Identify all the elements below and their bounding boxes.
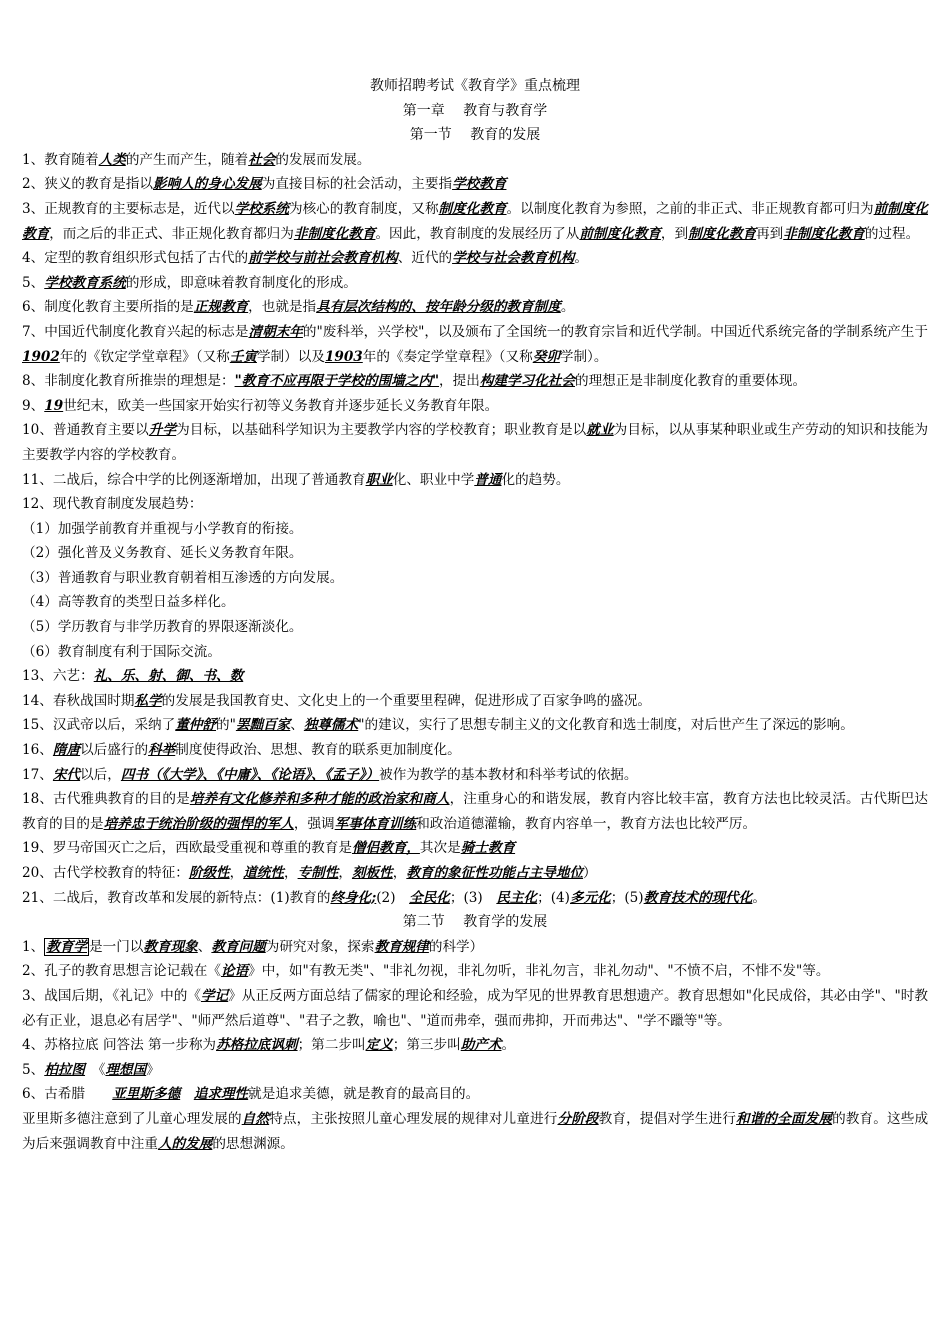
paragraph <box>22 787 928 836</box>
paragraph <box>22 763 928 788</box>
text-run: 其次是 <box>419 840 461 857</box>
key-term: 助产术 <box>460 1037 502 1054</box>
key-term: 清朝末年 <box>248 323 303 340</box>
text-run: 以后， <box>80 766 121 783</box>
key-term: 教育技术的现代化 <box>643 889 753 906</box>
text-run: 14、春秋战国时期 <box>22 692 135 709</box>
text-run: 是一门以 <box>89 938 144 955</box>
text-run: 的产生而产生，随着 <box>125 151 249 168</box>
key-term: 阶级性 <box>188 865 230 881</box>
text-run: 2、狭义的教育是指以 <box>22 176 153 193</box>
paragraph <box>22 271 928 296</box>
key-term: 学记 <box>200 987 229 1004</box>
text-run: 10、普通教育主要以 <box>22 422 149 439</box>
paragraph <box>22 246 928 271</box>
key-term: 教育学 <box>46 938 88 955</box>
text-run: ；第三步叫 <box>392 1037 461 1054</box>
text-run: ，而之后的非正式、非正规化教育都归为 <box>49 225 294 242</box>
section-heading-2: 第二节 教育学的发展 <box>402 914 548 931</box>
key-term: 1902 <box>22 348 60 365</box>
key-term: 专制性 <box>297 865 339 881</box>
text-run: 的形成，即意味着教育制度化的形成。 <box>125 274 357 291</box>
text-run: 的"废科举，兴学校"，以及颁布了全国统一的教育宗旨和近代学制。中国近代系统完备的学制系统产生于 <box>302 323 928 340</box>
text-run: 以后盛行的 <box>80 742 149 759</box>
text-run: ，到 <box>660 225 689 242</box>
text-run: 为目标，以基础科学知识为主要教学内容的学校教育；职业教育是以 <box>176 422 587 439</box>
key-term: 构建学习化社会 <box>479 373 575 390</box>
text-run: 为研究对象，探索 <box>265 938 375 955</box>
chapter-heading: 第一章 教育与教育学 <box>402 102 548 119</box>
key-term: 培养忠于统治阶级的强悍的军人 <box>103 815 294 832</box>
key-term: 制度化教育 <box>688 225 757 242</box>
text-run: ；(5) <box>610 889 644 906</box>
key-term: 分阶段 <box>557 1110 599 1127</box>
text-run: 1、 <box>22 938 45 955</box>
text-run: 》中，如"有教无类"、"非礼勿视，非礼勿听，非礼勿言，非礼勿动"、"不愤不启，不悱不发"等。 <box>248 963 830 980</box>
paragraph <box>22 418 928 467</box>
key-term: 隋唐 <box>52 742 81 759</box>
text-run: 8、非制度化教育所推崇的理想是： <box>22 373 235 390</box>
text-run: 。因此，教育制度的发展经历了从 <box>375 225 580 242</box>
section-heading-1: 第一节 教育的发展 <box>409 127 541 144</box>
paragraph <box>22 935 928 960</box>
key-term: 科举 <box>148 742 176 759</box>
text-run: 的发展而发展。 <box>275 151 371 168</box>
paragraph <box>22 984 928 1033</box>
text-run: 年的《奏定学堂章程》（又称 <box>362 348 533 365</box>
text-run: （6）教育制度有利于国际交流。 <box>22 643 221 660</box>
key-term: 道统性 <box>243 865 284 881</box>
key-term: 民主化 <box>496 889 538 906</box>
paragraph <box>22 615 928 640</box>
text-run: 5、 <box>22 1061 45 1078</box>
text-run: 教育，提倡对学生进行 <box>598 1110 736 1127</box>
paragraph <box>22 148 928 173</box>
key-term: "教育不应再限于学校的围墙之内" <box>234 373 440 390</box>
text-run: （4）高等教育的类型日益多样化。 <box>22 594 235 611</box>
text-run <box>180 1086 194 1102</box>
text-run: 特点，主张按照儿童心理发展的规律对儿童进行 <box>269 1110 558 1127</box>
text-run: 化、职业中学 <box>392 471 475 488</box>
text-run: ， <box>338 865 352 881</box>
key-term: 教育规律 <box>374 938 429 955</box>
text-run: 12、现代教育制度发展趋势： <box>22 496 203 513</box>
text-run: 1、教育随着 <box>22 151 99 168</box>
key-term: 19 <box>44 397 64 414</box>
key-term: 升学 <box>148 422 177 439</box>
text-run: 19、罗马帝国灭亡之后，西欧最受重视和尊重的教育是 <box>22 840 352 857</box>
key-term: 董仲舒 <box>175 717 217 734</box>
text-run: 世纪末，欧美一些国家开始实行初等义务教育并逐步延长义务教育年限。 <box>63 397 499 414</box>
paragraph <box>22 664 928 689</box>
key-term: 柏拉图 <box>44 1061 86 1078</box>
key-term: 四书（《大学》、《中庸》、《论语》、《孟子》） <box>120 766 380 783</box>
text-run: 再到 <box>756 225 784 242</box>
key-term: 私学 <box>134 692 162 709</box>
key-term: 和谐的全面发展 <box>735 1110 833 1127</box>
text-run: 11、二战后，综合中学的比例逐渐增加，出现了普通教育 <box>22 471 366 488</box>
text-run: ；第二步叫 <box>297 1037 366 1054</box>
key-term: 学校与社会教育机构 <box>452 250 575 267</box>
text-run: ，也就是指 <box>248 299 317 316</box>
text-run: 21、二战后，教育改革和发展的新特点：(1)教育的 <box>22 889 331 906</box>
paragraph <box>22 492 928 517</box>
text-run: 7、中国近代制度化教育兴起的标志是 <box>22 323 249 340</box>
key-term: 职业 <box>365 471 393 488</box>
paragraph <box>22 566 928 591</box>
text-run: 的过程。 <box>864 225 920 242</box>
text-run: 18、古代雅典教育的目的是 <box>22 791 190 808</box>
text-run: 学制）。 <box>559 348 608 365</box>
text-run: 的科学） <box>428 938 484 955</box>
key-term: 影响人的身心发展 <box>153 176 262 193</box>
paragraph <box>22 590 928 615</box>
paragraph <box>22 1033 928 1058</box>
text-run: 《 <box>85 1061 106 1078</box>
key-term: 癸卯 <box>532 348 560 365</box>
text-run: 。 <box>501 1037 516 1054</box>
paragraph <box>22 172 928 197</box>
text-run: 、近代的 <box>397 250 453 267</box>
text-run: 的发展是我国教育史、文化史上的一个重要里程碑，促进形成了百家争鸣的盛况。 <box>161 692 652 709</box>
text-run: "的建议，实行了思想专制主义的文化教育和选士制度，对后世产生了深远的影响。 <box>358 717 854 734</box>
key-term: 全民化 <box>409 889 450 906</box>
paragraph <box>22 689 928 714</box>
key-term: 僧侣教育， <box>351 840 420 857</box>
text-run: 的理想正是非制度化教育的重要体现。 <box>574 373 807 390</box>
text-run: 学制）以及 <box>256 348 325 365</box>
text-run: 亚里斯多德注意到了儿童心理发展的 <box>22 1110 242 1127</box>
key-term: 亚里斯多德 <box>112 1086 181 1103</box>
text-run: 。 <box>752 889 766 906</box>
text-run: 的" <box>216 717 236 734</box>
text-run: 。 <box>560 299 575 316</box>
text-run: ；(4) <box>537 889 570 906</box>
key-term: 1903 <box>324 348 363 365</box>
key-term: 理想国 <box>105 1061 147 1078</box>
text-run: 3、战国后期，《礼记》中的《 <box>22 987 201 1004</box>
text-run: 3、正规教育的主要标志是，近代以 <box>22 200 235 217</box>
document-title: 教师招聘考试《教育学》重点梳理 <box>370 78 580 94</box>
text-run: 化的趋势。 <box>501 471 570 488</box>
paragraph <box>22 197 928 246</box>
text-run: 制度使得政治、思想、教育的联系更加制度化。 <box>175 742 461 759</box>
key-term: 教育的象征性功能占主导地位 <box>406 865 584 881</box>
key-term: 学校教育系统 <box>44 274 126 291</box>
paragraph <box>22 959 928 984</box>
text-run: 5、 <box>22 274 45 291</box>
text-run: 2、孔子的教育思想言论记载在《 <box>22 963 221 980</box>
key-term: 终身化; <box>330 889 377 906</box>
text-run: 的思想渊源。 <box>212 1135 294 1152</box>
key-term: 具有层次结构的、按年龄分级的教育制度 <box>316 299 561 316</box>
key-term: 罢黜百家 <box>235 717 291 734</box>
text-run: 、 <box>290 717 304 734</box>
key-term: 教育问题 <box>211 938 266 955</box>
key-term: 培养有文化修养和多种才能的政治家和商人 <box>189 791 450 808</box>
key-term: 非制度化教育 <box>293 225 376 242</box>
key-term: 教育现象 <box>143 938 198 955</box>
key-term: 礼、乐、射、御、书、数 <box>93 668 244 685</box>
paragraph <box>22 394 928 419</box>
text-run: 、 <box>197 938 212 955</box>
text-run: 20、古代学校教育的特征： <box>22 865 189 881</box>
text-run: 17、 <box>22 766 53 783</box>
text-run: ；(3) <box>449 889 497 906</box>
paragraph <box>22 369 928 394</box>
key-term: 社会 <box>248 151 276 168</box>
key-term: 前制度化教育 <box>579 225 661 242</box>
paragraph <box>22 1082 928 1107</box>
paragraph <box>22 836 928 861</box>
paragraph <box>22 468 928 493</box>
text-run: 》 <box>146 1061 160 1078</box>
text-run: ， <box>392 865 407 881</box>
key-term: 刻板性 <box>351 865 393 881</box>
key-term: 多元化 <box>569 889 611 906</box>
paragraph <box>22 738 928 763</box>
key-term: 军事体育训练 <box>334 815 417 832</box>
text-run: ，强调 <box>293 815 335 832</box>
key-term: 前学校与前社会教育机构 <box>248 250 398 267</box>
key-term: 正规教育 <box>193 299 249 316</box>
paragraph <box>22 517 928 542</box>
key-term: 人的发展 <box>157 1135 213 1152</box>
key-term: 骑士教育 <box>460 840 516 857</box>
text-run: ， <box>229 865 244 881</box>
key-term: 论语 <box>220 963 249 980</box>
key-term: 人类 <box>98 151 126 168</box>
text-run: ，提出 <box>439 373 480 390</box>
text-run: 16、 <box>22 742 53 759</box>
key-term: 非制度化教育 <box>783 225 865 242</box>
paragraph <box>22 861 928 886</box>
text-run: 就是追求美德，就是教育的最高目的。 <box>248 1086 480 1103</box>
text-run: 被作为教学的基本教材和科举考试的依据。 <box>379 766 638 783</box>
text-run: 4、苏格拉底 问答法 第一步称为 <box>22 1037 217 1054</box>
paragraph <box>22 1058 928 1083</box>
text-run: 》从正反两方面总结了儒家的理论和经验，成为罕见的世界教育思想遗产。教育思想如"化民成俗，其必由学"、"时教必有正业，退息必有居学"、"师严然后道尊"、"君子之教，喻也"、"道而弗牵，强而弗抑，开而弗达"、"学不躐等"等。 <box>22 987 928 1029</box>
key-term: 就业 <box>586 422 614 439</box>
text-run: 4、定型的教育组织形式包括了古代的 <box>22 250 249 267</box>
key-term: 追求理性 <box>193 1086 249 1103</box>
key-term: 学校系统 <box>234 200 289 217</box>
key-term: 苏格拉底讽刺 <box>216 1037 298 1054</box>
key-term: 制度化教育 <box>438 200 507 217</box>
text-run: 6、古希腊 <box>22 1086 113 1103</box>
text-run: 6、制度化教育主要所指的是 <box>22 299 194 316</box>
text-run: （1）加强学前教育并重视与小学教育的衔接。 <box>22 520 303 537</box>
paragraph <box>22 320 928 369</box>
text-run: 为核心的教育制度，又称 <box>288 200 439 217</box>
text-run: (2) <box>376 889 410 906</box>
key-term: 壬寅 <box>229 348 257 365</box>
section-2-body <box>22 935 928 1156</box>
text-run: 。 <box>574 250 588 267</box>
key-term: 自然 <box>241 1110 270 1127</box>
key-term: 独尊儒术 <box>303 717 359 734</box>
paragraph <box>22 713 928 738</box>
text-run: 年的《钦定学堂章程》（又称 <box>59 348 230 365</box>
paragraph <box>22 1107 928 1156</box>
paragraph <box>22 295 928 320</box>
key-term: 宋代 <box>52 766 81 783</box>
paragraph <box>22 886 928 911</box>
text-run: 为目标，以从事某种职业或生产劳动的知识和技能为主要教学内容的学校教育。 <box>22 422 929 463</box>
text-run: 9、 <box>22 397 45 414</box>
text-run: ， <box>283 865 298 881</box>
text-run: ，注重身心的和谐发展，教育内容比较丰富，教育方法也比较灵活。古代斯巴达教育的目的是 <box>22 791 929 832</box>
key-term: 定义 <box>365 1037 393 1054</box>
paragraph <box>22 541 928 566</box>
text-run: 和政治道德灌输，教育内容单一，教育方法也比较严厉。 <box>416 815 757 832</box>
text-run: 为直接目标的社会活动，主要指 <box>261 176 453 193</box>
key-term: 前制度化教育 <box>22 200 929 242</box>
text-run: （3）普通教育与职业教育朝着相互渗透的方向发展。 <box>22 569 344 586</box>
text-run: 13、六艺： <box>22 668 94 685</box>
text-run: （5）学历教育与非学历教育的界限逐渐淡化。 <box>22 619 303 636</box>
text-run: 的教育。这些成为后来强调教育中注重 <box>22 1110 929 1152</box>
text-run: ） <box>583 865 597 881</box>
paragraph <box>22 640 928 665</box>
text-run: （2）强化普及义务教育、延长义务教育年限。 <box>22 545 303 562</box>
section-1-body <box>22 148 928 910</box>
key-term: 普通 <box>474 471 502 488</box>
key-term: 学校教育 <box>452 176 507 193</box>
text-run: 。以制度化教育为参照，之前的非正式、非正规教育都可归为 <box>506 200 874 217</box>
text-run: 15、汉武帝以后，采纳了 <box>22 717 176 734</box>
